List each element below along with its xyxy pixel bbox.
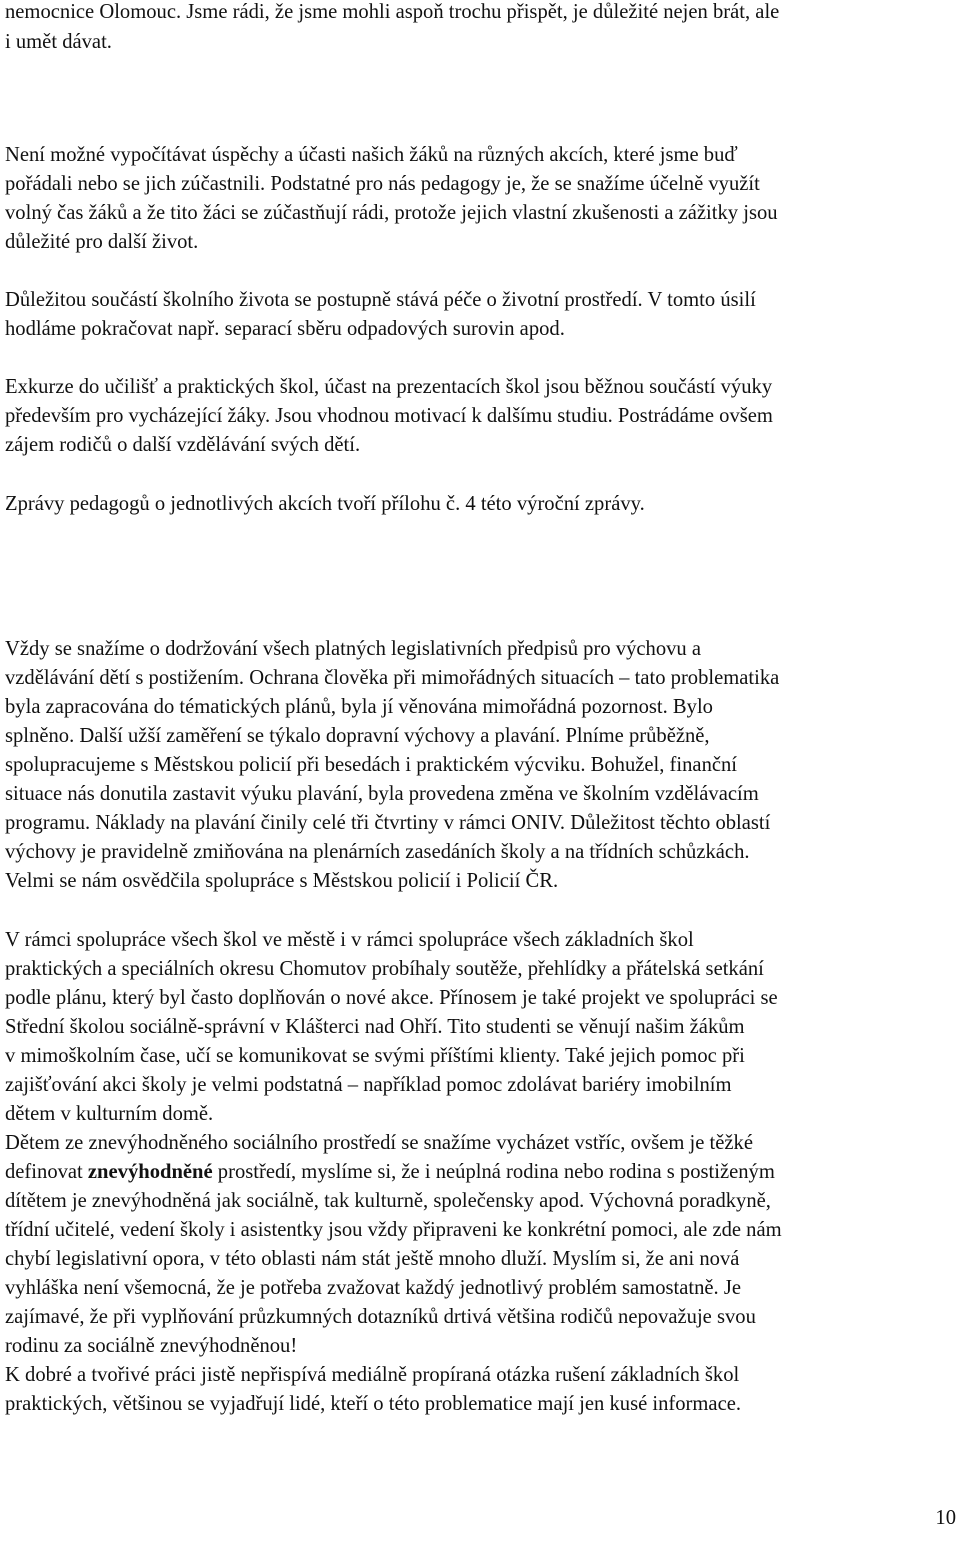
text-line: výchovy je pravidelně zmiňována na plenárních zasedáních školy a na třídních schůzkách.: [5, 841, 750, 863]
text-line: zájem rodičů o další vzdělávání svých dětí.: [5, 434, 361, 456]
text-line: zajišťování akci školy je velmi podstatná – například pomoc zdolávat bariéry imobilním: [5, 1074, 732, 1096]
text-line-with-bold: [5, 1160, 775, 1184]
text-line: dítětem je znevýhodněná jak sociálně, tak kulturně, společensky apod. Výchovná poradkyně,: [5, 1190, 771, 1212]
text-fragment: definovat: [5, 1161, 88, 1183]
text-fragment: prostředí, myslíme si, že i neúplná rodina nebo rodina s postiženým: [212, 1161, 775, 1183]
text-line: v mimoškolním čase, učí se komunikovat se svými příštími klienty. Také jejich pomoc při: [5, 1045, 745, 1067]
text-line: programu. Náklady na plavání činily celé tři čtvrtiny v rámci ONIV. Důležitost těchto oblastí: [5, 812, 771, 834]
text-line: splněno. Další užší zaměření se týkalo dopravní výchovy a plavání. Plníme průběžně,: [5, 725, 710, 747]
text-line: chybí legislativní opora, v této oblasti nám stát ještě mnoho dluží. Myslím si, že ani nová: [5, 1248, 740, 1270]
text-line: zajímavé, že při vyplňování průzkumných dotazníků drtivá většina rodičů nepovažuje svou: [5, 1306, 756, 1328]
text-line: praktických, většinou se vyjadřují lidé, kteří o této problematice mají jen kusé informace.: [5, 1393, 741, 1415]
text-line: Vždy se snažíme o dodržování všech platných legislativních předpisů pro výchovu a: [5, 638, 701, 660]
bold-term: znevýhodněné: [87, 1161, 213, 1183]
text-line: Důležitou součástí školního života se postupně stává péče o životní prostředí. V tomto úsilí: [5, 289, 756, 311]
text-line: dětem v kulturním domě.: [5, 1103, 214, 1125]
text-line: Dětem ze znevýhodněného sociálního prostředí se snažíme vycházet vstříc, ovšem je těžké: [5, 1132, 753, 1154]
text-line: byla zapracována do tématických plánů, byla jí věnována mimořádná pozornost. Bylo: [5, 696, 713, 718]
text-line: podle plánu, který byl často doplňován o nové akce. Přínosem je také projekt ve spolupráci se: [5, 987, 778, 1009]
text-line: Střední školou sociálně-správní v Klášterci nad Ohří. Tito studenti se věnují našim žákům: [5, 1016, 745, 1038]
text-line: vzdělávání dětí s postižením. Ochrana člověka při mimořádných situacích – tato problematika: [5, 667, 780, 689]
text-line: situace nás donutila zastavit výuku plavání, byla provedena změna ve školním vzdělávacím: [5, 783, 759, 805]
text-line: především pro vycházející žáky. Jsou vhodnou motivací k dalšímu studiu. Postrádáme ovšem: [5, 405, 773, 427]
text-line: Není možné vypočítávat úspěchy a účasti našich žáků na různých akcích, které jsme buď: [5, 144, 738, 166]
text-line: hodláme pokračovat např. separací sběru odpadových surovin apod.: [5, 318, 565, 340]
text-line: důležité pro další život.: [5, 231, 199, 253]
text-line: V rámci spolupráce všech škol ve městě i v rámci spolupráce všech základních škol: [5, 929, 694, 951]
text-line: třídní učitelé, vedení školy i asistentky jsou vždy připraveni ke konkrétní pomoci, ale zde nám: [5, 1219, 782, 1241]
text-line: K dobré a tvořivé práci jistě nepřispívá mediálně propíraná otázka rušení základních škol: [5, 1364, 740, 1386]
text-line: praktických a speciálních okresu Chomutov probíhaly soutěže, přehlídky a přátelská setkání: [5, 958, 764, 980]
page-number: 10: [935, 1507, 956, 1529]
text-line: Exkurze do učilišť a praktických škol, účast na prezentacích škol jsou běžnou součástí výuky: [5, 376, 773, 398]
text-line: rodinu za sociálně znevýhodněnou!: [5, 1335, 298, 1357]
text-line: pořádali nebo se jich zúčastnili. Podstatné pro nás pedagogy je, že se snažíme účelně využít: [5, 173, 760, 195]
text-line: Zprávy pedagogů o jednotlivých akcích tvoří přílohu č. 4 této výroční zprávy.: [5, 493, 645, 515]
text-line: nemocnice Olomouc. Jsme rádi, že jsme mohli aspoň trochu přispět, je důležité nejen brát, ale: [5, 1, 780, 23]
text-line: volný čas žáků a že tito žáci se zúčastňují rádi, protože jejich vlastní zkušenosti a zážitky jsou: [5, 202, 778, 224]
text-line: Velmi se nám osvědčila spolupráce s Městskou policií i Policií ČR.: [5, 870, 559, 892]
text-line: vyhláška není všemocná, že je potřeba zvažovat každý jednotlivý problém samostatně. Je: [5, 1277, 741, 1299]
text-line: i umět dávat.: [5, 31, 112, 53]
text-line: spolupracujeme s Městskou policií při besedách i praktickém výcviku. Bohužel, finanční: [5, 754, 738, 776]
